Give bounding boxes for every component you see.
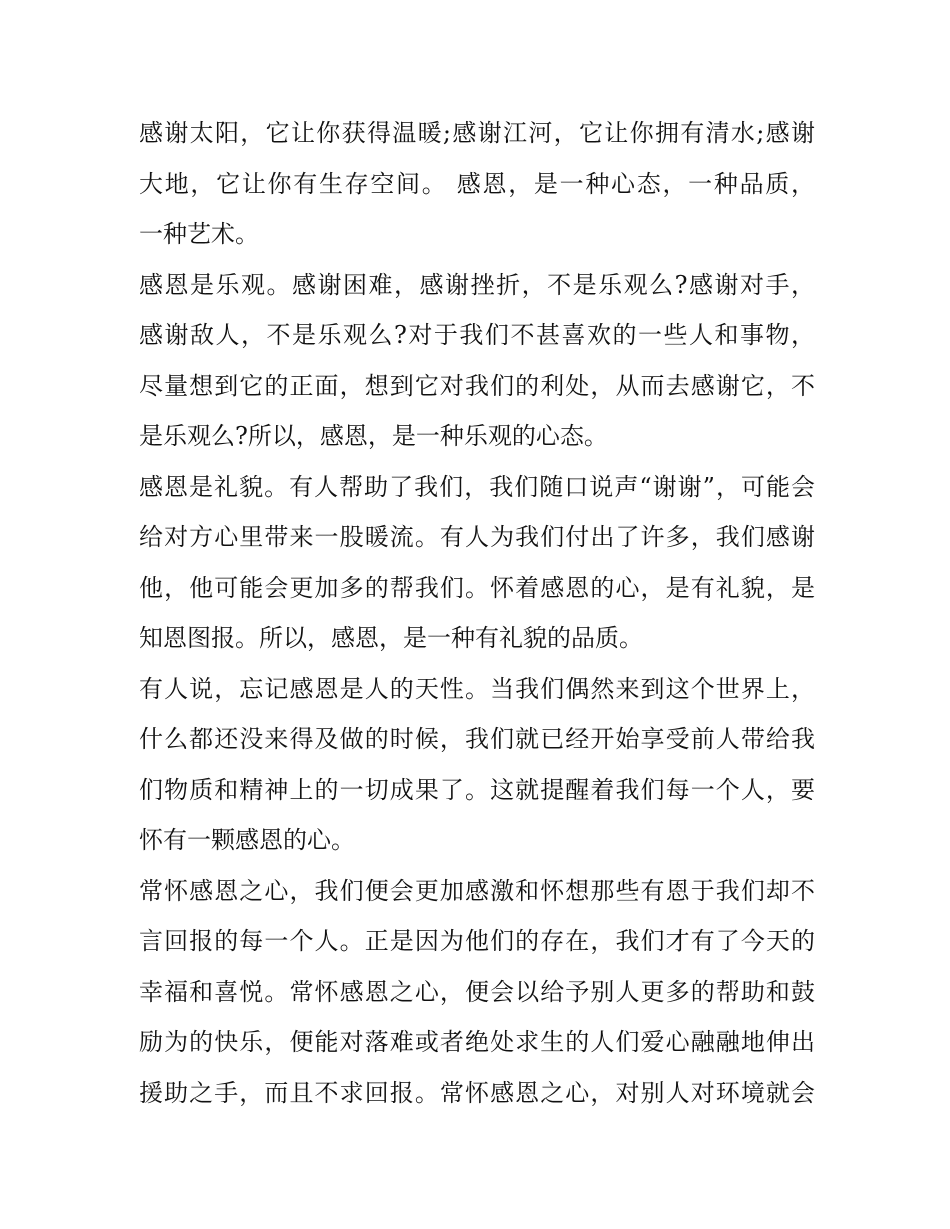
text-line: 大地，它让你有生存空间。 感恩，是一种心态，一种品质， bbox=[139, 169, 815, 198]
text-line: 感谢敌人，不是乐观么?对于我们不甚喜欢的一些人和事物， bbox=[139, 321, 815, 349]
text-line: 怀有一颗感恩的心。 bbox=[139, 826, 355, 854]
text-line: 励为的快乐，便能对落难或者绝处求生的人们爱心融融地伸出 bbox=[139, 1028, 815, 1056]
text-line: 有人说，忘记感恩是人的天性。当我们偶然来到这个世界上， bbox=[139, 674, 815, 703]
text-line: 援助之手，而且不求回报。常怀感恩之心，对别人对环境就会 bbox=[139, 1078, 815, 1107]
text-line: 给对方心里带来一股暖流。有人为我们付出了许多，我们感谢 bbox=[139, 523, 815, 551]
text-line: 他，他可能会更加多的帮我们。怀着感恩的心，是有礼貌，是 bbox=[139, 573, 815, 602]
document-body bbox=[139, 108, 815, 1118]
text-line: 尽量想到它的正面，想到它对我们的利处，从而去感谢它，不 bbox=[139, 371, 815, 400]
text-line: 幸福和喜悦。常怀感恩之心，便会以给予别人更多的帮助和鼓 bbox=[139, 977, 815, 1006]
text-line: 感谢太阳，它让你获得温暖;感谢江河，它让你拥有清水;感谢 bbox=[139, 119, 815, 147]
text-line: 一种艺术。 bbox=[139, 220, 259, 248]
text-line: 们物质和精神上的一切成果了。这就提醒着我们每一个人，要 bbox=[139, 775, 815, 804]
text-line: 是乐观么?所以，感恩，是一种乐观的心态。 bbox=[139, 422, 608, 450]
text-line: 感恩是乐观。感谢困难，感谢挫折，不是乐观么?感谢对手， bbox=[139, 270, 815, 299]
text-line: 言回报的每一个人。正是因为他们的存在，我们才有了今天的 bbox=[139, 927, 815, 955]
text-line: 什么都还没来得及做的时候，我们就已经开始享受前人带给我 bbox=[139, 725, 815, 753]
text-line: 感恩是礼貌。有人帮助了我们，我们随口说声“谢谢”，可能会 bbox=[139, 472, 815, 501]
text-line: 知恩图报。所以，感恩，是一种有礼貌的品质。 bbox=[139, 624, 643, 652]
text-line: 常怀感恩之心，我们便会更加感激和怀想那些有恩于我们却不 bbox=[139, 876, 815, 905]
